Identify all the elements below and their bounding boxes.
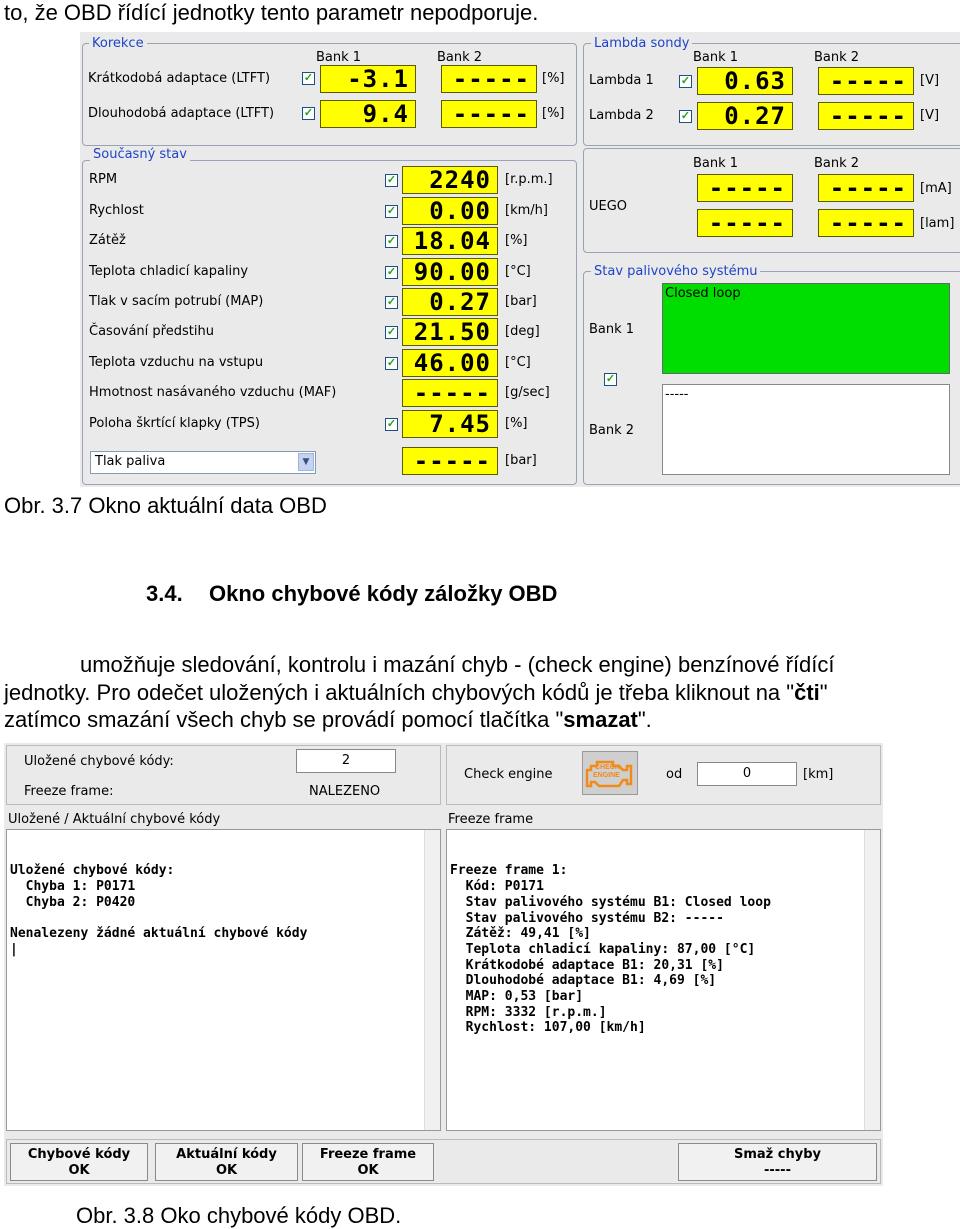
ignition-timing-unit: [deg] — [505, 324, 540, 339]
parameter-select-value: Tlak paliva — [95, 454, 166, 469]
uego-row1-bank1-value: ----- — [697, 174, 793, 202]
tps-unit: [%] — [505, 416, 528, 431]
delete-errors-button-label: Smaž chyby — [734, 1147, 821, 1162]
uego-row1-unit: [mA] — [920, 181, 952, 196]
stored-codes-count: 2 — [296, 749, 396, 773]
check-engine-icon-text-2: ENGINE — [593, 772, 620, 779]
freeze-frame-line: Dlouhodobé adaptace B1: 4,69 [%] — [450, 973, 717, 989]
korekce-title: Korekce — [89, 36, 147, 51]
paragraph-line-1: umožňuje sledování, kontrolu i mazání chyb - (check engine) benzínové řídící — [80, 652, 835, 677]
figure-caption-3-7: Obr. 3.7 Okno aktuální data OBD — [4, 493, 327, 518]
freeze-frame-button-label: Freeze frame — [319, 1147, 417, 1162]
freeze-frame-button[interactable] — [302, 1143, 434, 1181]
paragraph-line-2 — [4, 680, 828, 706]
lambda1-bank2-value: ----- — [818, 67, 914, 95]
stored-codes-label: Uložené chybové kódy: — [24, 754, 174, 769]
lambda2-label: Lambda 2 — [589, 108, 654, 123]
delete-keyword: smazat — [563, 707, 638, 732]
km-unit: [km] — [803, 767, 834, 782]
map-value: 0.27 — [402, 288, 498, 316]
delete-errors-button[interactable] — [678, 1143, 877, 1181]
speed-unit: [km/h] — [505, 203, 548, 218]
maf-label: Hmotnost nasávaného vzduchu (MAF) — [89, 385, 337, 400]
stored-current-codes-textarea[interactable] — [6, 829, 441, 1131]
freeze-frame-status: NALEZENO — [309, 784, 381, 799]
ltft-short-bank2-value: ----- — [441, 65, 537, 93]
obd-current-data-window — [80, 32, 960, 487]
load-checkbox[interactable]: ✓ — [386, 235, 397, 247]
stored-codes-line — [10, 911, 437, 927]
tps-value: 7.45 — [402, 410, 498, 438]
fuel-pressure-value: ----- — [402, 447, 498, 475]
korekce-bank1-header: Bank 1 — [316, 50, 362, 65]
speed-checkbox[interactable]: ✓ — [386, 205, 397, 217]
ltft-short-bank1-value: -3.1 — [320, 65, 416, 93]
chevron-down-icon[interactable]: ▼ — [298, 453, 314, 471]
maf-unit: [g/sec] — [505, 385, 550, 400]
rpm-label: RPM — [89, 172, 118, 187]
ignition-timing-label: Časování předstihu — [89, 324, 214, 339]
freeze-frame-line: Stav palivového systému B2: ----- — [450, 910, 724, 926]
lambda1-unit: [V] — [920, 73, 940, 88]
maf-value: ----- — [402, 379, 498, 407]
fuel-bank1-label: Bank 1 — [589, 322, 635, 337]
intake-temp-unit: [°C] — [505, 355, 531, 370]
lambda-title: Lambda sondy — [591, 36, 692, 51]
fuel-system-title: Stav palivového systému — [591, 264, 760, 279]
intake-temp-value: 46.00 — [402, 349, 498, 377]
ltft-long-checkbox[interactable]: ✓ — [303, 107, 314, 119]
right-scrollbar[interactable] — [864, 830, 880, 1130]
fuel-status-bank1-indicator — [662, 283, 950, 374]
uego-row1-bank2-value: ----- — [818, 174, 914, 202]
fuel-system-checkbox[interactable]: ✓ — [605, 373, 616, 385]
load-label: Zátěž — [89, 233, 126, 248]
freeze-frame-line: Stav palivového systému B1: Closed loop — [450, 894, 771, 910]
uego-row2-bank1-value: ----- — [697, 209, 793, 237]
lambda-bank1-header: Bank 1 — [693, 50, 739, 65]
error-codes-button-status: OK — [68, 1163, 90, 1178]
coolant-temp-unit: [°C] — [505, 264, 531, 279]
rpm-value: 2240 — [402, 166, 498, 194]
current-codes-button-status: OK — [215, 1163, 238, 1178]
coolant-temp-checkbox[interactable]: ✓ — [386, 266, 397, 278]
freeze-frame-label: Freeze frame: — [24, 784, 114, 799]
check-engine-icon — [582, 751, 638, 795]
ltft-long-bank2-value: ----- — [441, 100, 537, 128]
intro-text: to, že OBD řídící jednotky tento parametr nepodporuje. — [4, 0, 539, 25]
stored-current-codes-title: Uložené / Aktuální chybové kódy — [8, 812, 221, 827]
lambda2-unit: [V] — [920, 108, 940, 123]
ltft-long-bank1-value: 9.4 — [320, 100, 416, 128]
stored-codes-line: Nenalezeny žádné aktuální chybové kódy — [10, 926, 308, 942]
fuel-status-bank2-text: ----- — [665, 387, 689, 402]
lambda2-bank1-value: 0.27 — [697, 102, 793, 130]
current-state-group — [82, 160, 577, 485]
uego-row2-bank2-value: ----- — [818, 209, 914, 237]
ltft-short-unit: [%] — [542, 71, 565, 86]
speed-label: Rychlost — [89, 203, 144, 218]
paragraph-line-2-end: " — [819, 680, 828, 705]
freeze-frame-line: RPM: 3332 [r.p.m.] — [450, 1004, 607, 1020]
tps-label: Poloha škrtící klapky (TPS) — [89, 416, 260, 431]
coolant-temp-label: Teplota chladicí kapaliny — [89, 264, 249, 279]
check-engine-label: Check engine — [464, 767, 553, 782]
figure-caption-3-8: Obr. 3.8 Oko chybové kódy OBD. — [76, 1203, 402, 1228]
uego-bank2-header: Bank 2 — [814, 156, 860, 171]
uego-label: UEGO — [589, 199, 628, 214]
lambda1-bank1-value: 0.63 — [697, 67, 793, 95]
freeze-frame-line: Zátěž: 49,41 [%] — [450, 926, 591, 942]
delete-errors-button-status: ----- — [764, 1163, 791, 1178]
freeze-frame-content — [450, 863, 877, 1036]
parameter-select[interactable] — [90, 451, 316, 474]
freeze-frame-textarea[interactable] — [446, 829, 881, 1131]
lambda1-checkbox[interactable]: ✓ — [680, 75, 691, 87]
freeze-frame-line: Teplota chladicí kapaliny: 87,00 [°C] — [450, 941, 756, 957]
left-scrollbar[interactable] — [424, 830, 440, 1130]
rpm-unit: [r.p.m.] — [505, 172, 553, 187]
paragraph-line-3-text: zatímco smazání všech chyb se provádí pomocí tlačítka " — [4, 707, 564, 732]
ltft-long-label: Dlouhodobá adaptace (LTFT) — [88, 106, 275, 121]
stored-codes-line: Chyba 1: P0171 — [10, 879, 136, 895]
od-label: od — [666, 767, 683, 782]
fuel-bank2-label: Bank 2 — [589, 423, 635, 438]
lambda2-bank2-value: ----- — [818, 102, 914, 130]
intake-temp-label: Teplota vzduchu na vstupu — [89, 355, 264, 370]
ltft-long-unit: [%] — [542, 106, 565, 121]
stored-codes-line: Uložené chybové kódy: — [10, 863, 175, 879]
freeze-frame-line: Kód: P0171 — [450, 879, 544, 895]
coolant-temp-value: 90.00 — [402, 258, 498, 286]
paragraph-line-2-text: jednotky. Pro odečet uložených i aktuálních chybových kódů je třeba kliknout na " — [4, 680, 795, 705]
section-number: 3.4. — [146, 581, 183, 606]
uego-row2-unit: [lam] — [920, 216, 955, 231]
stored-current-codes-content — [10, 863, 437, 957]
current-state-title: Současný stav — [90, 147, 190, 162]
ltft-short-label: Krátkodobá adaptace (LTFT) — [88, 71, 271, 86]
speed-value: 0.00 — [402, 197, 498, 225]
fuel-pressure-unit: [bar] — [505, 453, 537, 468]
current-codes-button-label: Aktuální kódy — [176, 1147, 277, 1162]
freeze-frame-title: Freeze frame — [448, 812, 534, 827]
error-codes-button[interactable] — [10, 1143, 148, 1181]
map-checkbox[interactable]: ✓ — [386, 296, 397, 308]
check-engine-icon-text-1: CHECK — [595, 764, 620, 771]
error-codes-button-label: Chybové kódy — [27, 1147, 131, 1162]
map-label: Tlak v sacím potrubí (MAP) — [89, 294, 264, 309]
intake-temp-checkbox[interactable]: ✓ — [386, 357, 397, 369]
freeze-frame-line: Krátkodobé adaptace B1: 20,31 [%] — [450, 957, 724, 973]
ignition-timing-value: 21.50 — [402, 318, 498, 346]
ignition-timing-checkbox[interactable]: ✓ — [386, 326, 397, 338]
fuel-status-bank2-indicator — [662, 384, 950, 475]
stored-codes-line: | — [10, 941, 18, 957]
freeze-frame-line: Rychlost: 107,00 [km/h] — [450, 1020, 646, 1036]
lambda2-checkbox[interactable]: ✓ — [680, 110, 691, 122]
obd-error-codes-window — [4, 743, 883, 1186]
uego-bank1-header: Bank 1 — [693, 156, 739, 171]
load-unit: [%] — [505, 233, 528, 248]
rpm-checkbox[interactable]: ✓ — [386, 174, 397, 186]
map-unit: [bar] — [505, 294, 537, 309]
paragraph-line-3-end: ". — [637, 707, 652, 732]
section-title: Okno chybové kódy záložky OBD — [209, 581, 558, 606]
stored-codes-line: Chyba 2: P0420 — [10, 894, 136, 910]
lambda-bank2-header: Bank 2 — [814, 50, 860, 65]
load-value: 18.04 — [402, 227, 498, 255]
korekce-bank2-header: Bank 2 — [437, 50, 483, 65]
read-keyword: čti — [794, 680, 820, 705]
ltft-short-checkbox[interactable]: ✓ — [303, 72, 314, 84]
od-input[interactable]: 0 — [697, 762, 797, 786]
fuel-status-bank1-text: Closed loop — [665, 286, 741, 301]
freeze-frame-button-status: OK — [357, 1163, 379, 1178]
lambda1-label: Lambda 1 — [589, 73, 654, 88]
freeze-frame-line: Freeze frame 1: — [450, 863, 568, 879]
tps-checkbox[interactable]: ✓ — [386, 418, 397, 430]
freeze-frame-line: MAP: 0,53 [bar] — [450, 989, 584, 1005]
paragraph-line-3 — [4, 707, 652, 733]
current-codes-button[interactable] — [155, 1143, 298, 1181]
